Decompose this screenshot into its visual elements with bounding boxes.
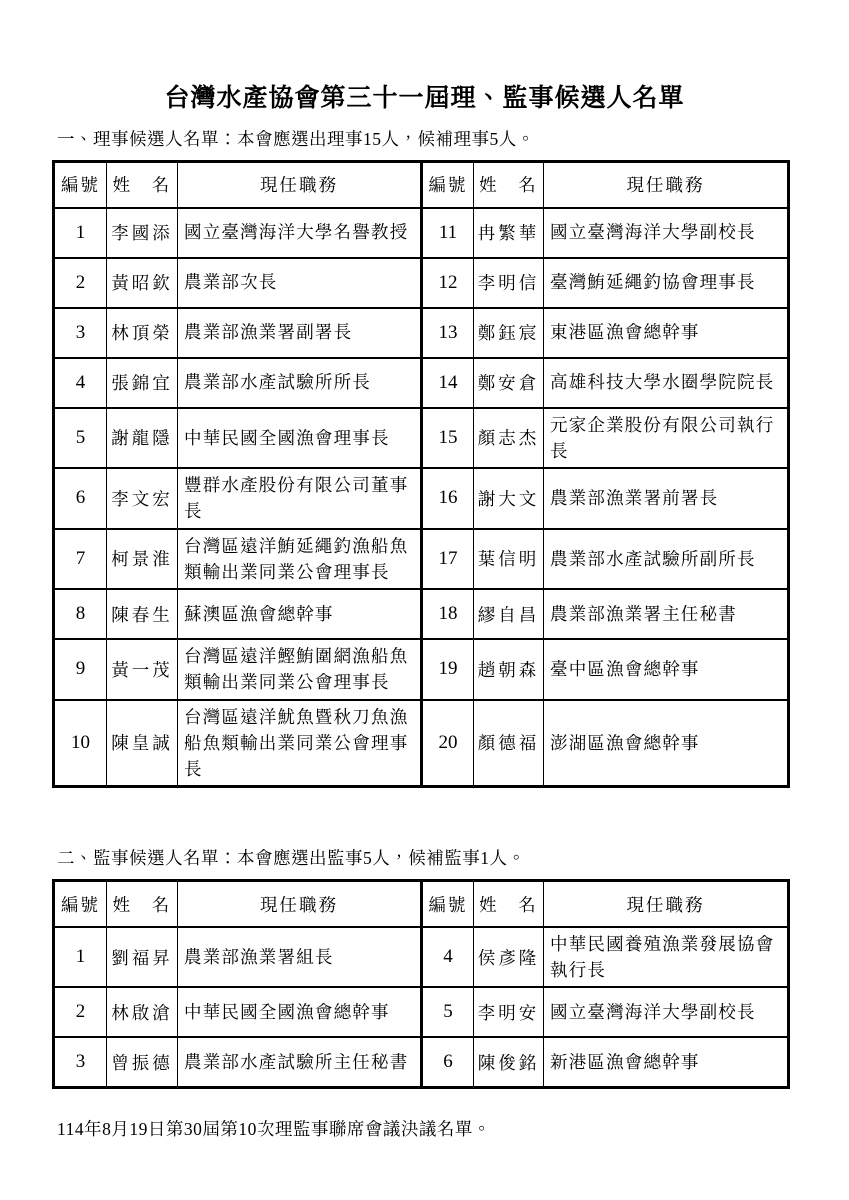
current-position: 農業部漁業署前署長 bbox=[544, 468, 789, 529]
table-header bbox=[54, 881, 789, 927]
row-number: 9 bbox=[54, 639, 107, 700]
page-title: 台灣水產協會第三十一屆理、監事候選人名單 bbox=[164, 85, 685, 112]
current-position: 農業部水產試驗所所長 bbox=[178, 358, 422, 408]
table-row bbox=[54, 258, 789, 308]
directors-candidates-table bbox=[52, 160, 790, 788]
current-position: 台灣區遠洋鮪延繩釣漁船魚類輸出業同業公會理事長 bbox=[178, 529, 422, 590]
current-position: 臺灣鮪延繩釣協會理事長 bbox=[544, 258, 789, 308]
candidate-name: 陳皇誠 bbox=[107, 700, 178, 787]
row-number: 15 bbox=[422, 408, 474, 469]
current-position: 農業部水產試驗所副所長 bbox=[544, 529, 789, 590]
candidate-name: 李文宏 bbox=[107, 468, 178, 529]
current-position: 國立臺灣海洋大學副校長 bbox=[544, 208, 789, 258]
current-position: 高雄科技大學水圈學院院長 bbox=[544, 358, 789, 408]
candidate-name: 鄭鈺宸 bbox=[474, 308, 544, 358]
row-number: 3 bbox=[54, 1037, 107, 1087]
candidate-name: 繆自昌 bbox=[474, 589, 544, 639]
current-position: 農業部次長 bbox=[178, 258, 422, 308]
current-position: 國立臺灣海洋大學副校長 bbox=[544, 987, 789, 1037]
table-row bbox=[54, 987, 789, 1037]
row-number: 7 bbox=[54, 529, 107, 590]
row-number: 4 bbox=[422, 927, 474, 988]
candidate-name: 柯景淮 bbox=[107, 529, 178, 590]
candidate-name: 曾振德 bbox=[107, 1037, 178, 1087]
row-number: 3 bbox=[54, 308, 107, 358]
column-header: 現任職務 bbox=[178, 881, 422, 927]
table-row bbox=[54, 468, 789, 529]
current-position: 豐群水產股份有限公司董事長 bbox=[178, 468, 422, 529]
current-position: 東港區漁會總幹事 bbox=[544, 308, 789, 358]
column-header: 編號 bbox=[54, 881, 107, 927]
directors-section-heading: 一、理事候選人名單：本會應選出理事15人，候補理事5人。 bbox=[57, 129, 535, 149]
row-number: 17 bbox=[422, 529, 474, 590]
row-number: 6 bbox=[422, 1037, 474, 1087]
current-position: 中華民國養殖漁業發展協會執行長 bbox=[544, 927, 789, 988]
current-position: 農業部漁業署組長 bbox=[178, 927, 422, 988]
column-header: 姓 名 bbox=[474, 162, 544, 208]
current-position: 澎湖區漁會總幹事 bbox=[544, 700, 789, 787]
header-row bbox=[54, 162, 789, 208]
current-position: 農業部漁業署副署長 bbox=[178, 308, 422, 358]
row-number: 8 bbox=[54, 589, 107, 639]
column-header: 編號 bbox=[422, 881, 474, 927]
current-position: 中華民國全國漁會理事長 bbox=[178, 408, 422, 469]
row-number: 16 bbox=[422, 468, 474, 529]
table-body bbox=[54, 208, 789, 787]
directors-section bbox=[0, 126, 849, 788]
current-position: 台灣區遠洋魷魚暨秋刀魚漁船魚類輸出業同業公會理事長 bbox=[178, 700, 422, 787]
row-number: 20 bbox=[422, 700, 474, 787]
table-row bbox=[54, 1037, 789, 1087]
candidate-name: 張錦宜 bbox=[107, 358, 178, 408]
footer-note: 114年8月19日第30屆第10次理監事聯席會議決議名單。 bbox=[57, 1118, 491, 1139]
row-number: 10 bbox=[54, 700, 107, 787]
candidate-name: 顏志杰 bbox=[474, 408, 544, 469]
candidate-name: 黃昭欽 bbox=[107, 258, 178, 308]
row-number: 6 bbox=[54, 468, 107, 529]
candidate-name: 林頂榮 bbox=[107, 308, 178, 358]
current-position: 中華民國全國漁會總幹事 bbox=[178, 987, 422, 1037]
column-header: 姓 名 bbox=[474, 881, 544, 927]
row-number: 18 bbox=[422, 589, 474, 639]
row-number: 13 bbox=[422, 308, 474, 358]
supervisors-section-heading: 二、監事候選人名單：本會應選出監事5人，候補監事1人。 bbox=[57, 848, 526, 869]
table-row bbox=[54, 589, 789, 639]
candidate-name: 李國添 bbox=[107, 208, 178, 258]
candidate-name: 顏德福 bbox=[474, 700, 544, 787]
row-number: 4 bbox=[54, 358, 107, 408]
candidate-name: 黃一茂 bbox=[107, 639, 178, 700]
candidate-name: 劉福昇 bbox=[107, 927, 178, 988]
table-body bbox=[54, 927, 789, 1088]
supervisors-candidates-table bbox=[52, 879, 790, 1089]
candidate-name: 趙朝森 bbox=[474, 639, 544, 700]
candidate-name: 李明信 bbox=[474, 258, 544, 308]
current-position: 農業部漁業署主任秘書 bbox=[544, 589, 789, 639]
table-row bbox=[54, 208, 789, 258]
table-row bbox=[54, 927, 789, 988]
current-position: 蘇澳區漁會總幹事 bbox=[178, 589, 422, 639]
row-number: 2 bbox=[54, 258, 107, 308]
candidate-name: 葉信明 bbox=[474, 529, 544, 590]
table-row bbox=[54, 700, 789, 787]
current-position: 元家企業股份有限公司執行長 bbox=[544, 408, 789, 469]
table-row bbox=[54, 408, 789, 469]
row-number: 5 bbox=[422, 987, 474, 1037]
column-header: 姓 名 bbox=[107, 162, 178, 208]
row-number: 1 bbox=[54, 927, 107, 988]
table-row bbox=[54, 308, 789, 358]
candidate-name: 鄭安倉 bbox=[474, 358, 544, 408]
column-header: 現任職務 bbox=[178, 162, 422, 208]
column-header: 編號 bbox=[54, 162, 107, 208]
row-number: 14 bbox=[422, 358, 474, 408]
row-number: 11 bbox=[422, 208, 474, 258]
table-header bbox=[54, 162, 789, 208]
supervisors-section bbox=[0, 845, 849, 1089]
column-header: 現任職務 bbox=[544, 881, 789, 927]
column-header: 現任職務 bbox=[544, 162, 789, 208]
table-row bbox=[54, 358, 789, 408]
header-row bbox=[54, 881, 789, 927]
column-header: 編號 bbox=[422, 162, 474, 208]
candidate-name: 陳春生 bbox=[107, 589, 178, 639]
row-number: 12 bbox=[422, 258, 474, 308]
candidate-name: 謝龍隱 bbox=[107, 408, 178, 469]
table-row bbox=[54, 639, 789, 700]
current-position: 台灣區遠洋鰹鮪圍網漁船魚類輸出業同業公會理事長 bbox=[178, 639, 422, 700]
current-position: 農業部水產試驗所主任秘書 bbox=[178, 1037, 422, 1087]
candidate-name: 陳俊銘 bbox=[474, 1037, 544, 1087]
column-header: 姓 名 bbox=[107, 881, 178, 927]
row-number: 5 bbox=[54, 408, 107, 469]
candidate-name: 謝大文 bbox=[474, 468, 544, 529]
table-row bbox=[54, 529, 789, 590]
row-number: 19 bbox=[422, 639, 474, 700]
current-position: 國立臺灣海洋大學名譽教授 bbox=[178, 208, 422, 258]
candidate-name: 林啟滄 bbox=[107, 987, 178, 1037]
current-position: 新港區漁會總幹事 bbox=[544, 1037, 789, 1087]
row-number: 1 bbox=[54, 208, 107, 258]
candidate-name: 李明安 bbox=[474, 987, 544, 1037]
candidate-name: 侯彥隆 bbox=[474, 927, 544, 988]
current-position: 臺中區漁會總幹事 bbox=[544, 639, 789, 700]
candidate-name: 冉繁華 bbox=[474, 208, 544, 258]
row-number: 2 bbox=[54, 987, 107, 1037]
